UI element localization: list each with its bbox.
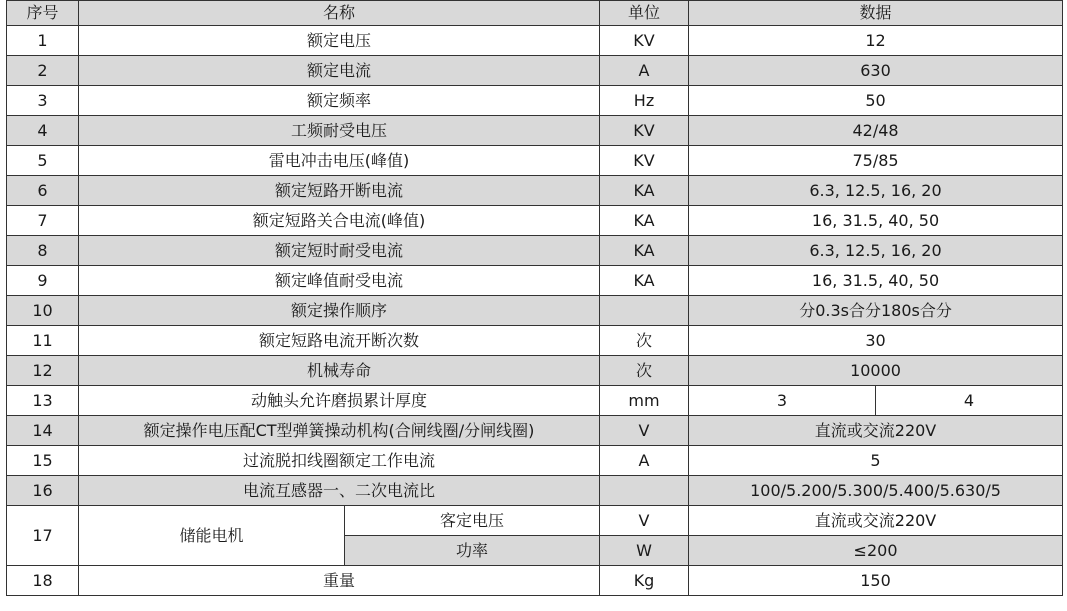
row-unit: 次: [600, 326, 689, 356]
row-name: 额定电压: [79, 26, 600, 56]
row-value: 630: [689, 56, 1063, 86]
row-value: 6.3, 12.5, 16, 20: [689, 176, 1063, 206]
row-value: 150: [689, 566, 1063, 596]
sub-row-value: 直流或交流220V: [689, 506, 1063, 536]
row-value: 6.3, 12.5, 16, 20: [689, 236, 1063, 266]
table-row: [7, 566, 1063, 596]
row-value: 12: [689, 26, 1063, 56]
row-no: 8: [7, 236, 79, 266]
row-name: 工频耐受电压: [79, 116, 600, 146]
row-unit: KV: [600, 26, 689, 56]
sub-row-unit: V: [600, 506, 689, 536]
table-row: [7, 26, 1063, 56]
row-value: 分0.3s合分180s合分: [689, 296, 1063, 326]
row-unit: [600, 296, 689, 326]
row-no: 9: [7, 266, 79, 296]
row-unit: A: [600, 446, 689, 476]
row-name: 重量: [79, 566, 600, 596]
row-no: 4: [7, 116, 79, 146]
row-value-a: 3: [689, 386, 876, 416]
table-row: [7, 56, 1063, 86]
row-unit: KA: [600, 266, 689, 296]
row-unit: mm: [600, 386, 689, 416]
row-name: 电流互感器一、二次电流比: [79, 476, 600, 506]
table-row: [7, 356, 1063, 386]
table-row: [7, 416, 1063, 446]
row-value: 30: [689, 326, 1063, 356]
row-no: 10: [7, 296, 79, 326]
row-no: 1: [7, 26, 79, 56]
row-name: 额定短时耐受电流: [79, 236, 600, 266]
row-no: 12: [7, 356, 79, 386]
row-value: 16, 31.5, 40, 50: [689, 266, 1063, 296]
row-value: 50: [689, 86, 1063, 116]
header-no: 序号: [7, 1, 79, 26]
table-row: [7, 86, 1063, 116]
row-no: 18: [7, 566, 79, 596]
row-unit: KA: [600, 236, 689, 266]
row-value-b: 4: [876, 386, 1063, 416]
table-row: [7, 446, 1063, 476]
table-row: [7, 116, 1063, 146]
row-name: 储能电机: [79, 506, 345, 566]
row-value: 75/85: [689, 146, 1063, 176]
sub-row-unit: W: [600, 536, 689, 566]
table-row: [7, 506, 1063, 536]
row-name: 机械寿命: [79, 356, 600, 386]
row-name: 额定短路关合电流(峰值): [79, 206, 600, 236]
row-value: 直流或交流220V: [689, 416, 1063, 446]
sub-row-name: 客定电压: [345, 506, 600, 536]
table-row: [7, 176, 1063, 206]
sub-row-name: 功率: [345, 536, 600, 566]
row-no: 14: [7, 416, 79, 446]
row-name: 过流脱扣线圈额定工作电流: [79, 446, 600, 476]
row-name: 额定短路开断电流: [79, 176, 600, 206]
row-unit: KV: [600, 146, 689, 176]
row-no: 5: [7, 146, 79, 176]
row-unit: V: [600, 416, 689, 446]
row-no: 11: [7, 326, 79, 356]
row-no: 16: [7, 476, 79, 506]
table-row: [7, 386, 1063, 416]
sub-row-value: ≤200: [689, 536, 1063, 566]
table-row: [7, 236, 1063, 266]
row-name: 额定电流: [79, 56, 600, 86]
row-unit: [600, 476, 689, 506]
row-name: 额定短路电流开断次数: [79, 326, 600, 356]
row-name: 额定操作电压配CT型弹簧操动机构(合闸线圈/分闸线圈): [79, 416, 600, 446]
row-name: 额定频率: [79, 86, 600, 116]
row-name: 额定峰值耐受电流: [79, 266, 600, 296]
row-name: 动触头允许磨损累计厚度: [79, 386, 600, 416]
row-no: 3: [7, 86, 79, 116]
row-value: 10000: [689, 356, 1063, 386]
spec-table: [6, 0, 1063, 596]
header-row: [7, 1, 1063, 26]
row-unit: Kg: [600, 566, 689, 596]
row-no: 6: [7, 176, 79, 206]
row-name: 雷电冲击电压(峰值): [79, 146, 600, 176]
row-value: 5: [689, 446, 1063, 476]
table-row: [7, 206, 1063, 236]
row-no: 15: [7, 446, 79, 476]
row-unit: Hz: [600, 86, 689, 116]
header-name: 名称: [79, 1, 600, 26]
row-unit: 次: [600, 356, 689, 386]
row-unit: KA: [600, 176, 689, 206]
row-value: 16, 31.5, 40, 50: [689, 206, 1063, 236]
header-unit: 单位: [600, 1, 689, 26]
row-value: 100/5.200/5.300/5.400/5.630/5: [689, 476, 1063, 506]
row-unit: A: [600, 56, 689, 86]
row-name: 额定操作顺序: [79, 296, 600, 326]
row-no: 7: [7, 206, 79, 236]
table-row: [7, 146, 1063, 176]
row-value: 42/48: [689, 116, 1063, 146]
row-no: 17: [7, 506, 79, 566]
row-no: 13: [7, 386, 79, 416]
header-data: 数据: [689, 1, 1063, 26]
table-row: [7, 296, 1063, 326]
table-row: [7, 326, 1063, 356]
row-unit: KA: [600, 206, 689, 236]
row-unit: KV: [600, 116, 689, 146]
row-no: 2: [7, 56, 79, 86]
table-row: [7, 266, 1063, 296]
table-row: [7, 476, 1063, 506]
